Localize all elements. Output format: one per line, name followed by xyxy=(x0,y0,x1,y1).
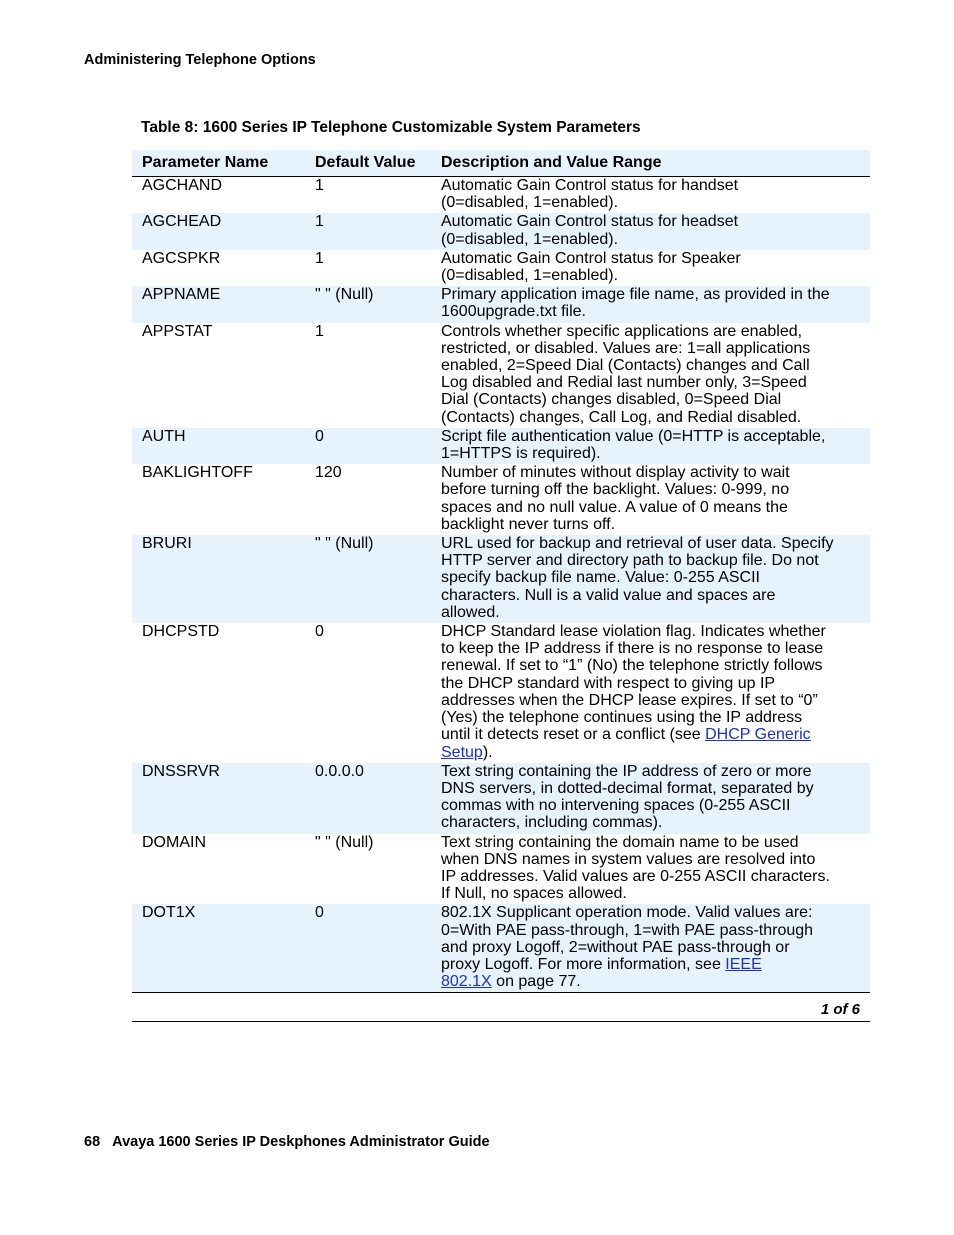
description-cell xyxy=(431,763,870,834)
parameter-name-cell: AGCHAND xyxy=(142,177,223,194)
table-row xyxy=(132,763,870,834)
default-value-cell: 0 xyxy=(305,428,431,464)
description-line: commas with no intervening spaces (0-255 ASCII xyxy=(441,797,791,815)
description-line: Script file authentication value (0=HTTP is acceptable, xyxy=(441,427,826,445)
default-value-cell: 0 xyxy=(305,904,431,993)
table-row xyxy=(132,623,870,763)
description-line: to keep the IP address if there is no response to lease xyxy=(441,640,824,658)
description-cell xyxy=(431,904,870,993)
parameters-table xyxy=(132,150,870,993)
cross-reference-link[interactable]: Setup xyxy=(441,743,483,761)
description-line: Text string containing the domain name to be used xyxy=(441,833,799,851)
description-line: backlight never turns off. xyxy=(441,515,616,533)
description-cell xyxy=(431,428,870,464)
description-text: until it detects reset or a conflict (see xyxy=(441,726,706,744)
description-line: Automatic Gain Control status for handset xyxy=(441,177,739,194)
description-line: characters, including commas). xyxy=(441,814,663,832)
description-line: DHCP Standard lease violation flag. Indicates whether xyxy=(441,623,826,641)
description-line: 802.1X Supplicant operation mode. Valid values are: xyxy=(441,904,813,922)
description-line: the DHCP standard with respect to giving up IP xyxy=(441,674,776,692)
description-line: characters. Null is a valid value and spaces are xyxy=(441,586,776,604)
description-line: Primary application image file name, as provided in the xyxy=(441,286,830,304)
description-line: URL used for backup and retrieval of user data. Specify xyxy=(441,535,834,553)
document-title: Avaya 1600 Series IP Deskphones Administrator Guide xyxy=(112,1134,490,1150)
table-row xyxy=(132,834,870,905)
parameter-name-cell: APPNAME xyxy=(132,286,305,322)
description-line: renewal. If set to “1” (No) the telephone strictly follows xyxy=(441,657,823,675)
description-line: enabled, 2=Speed Dial (Contacts) changes and Call xyxy=(441,357,810,375)
description-line: (0=disabled, 1=enabled). xyxy=(441,230,619,248)
table-row xyxy=(132,428,870,464)
table-body xyxy=(132,177,870,993)
default-value-cell: 1 xyxy=(315,322,324,340)
description-line xyxy=(441,744,860,761)
parameter-name-cell: DOMAIN xyxy=(142,833,206,851)
table-row xyxy=(132,323,870,428)
description-line: (0=disabled, 1=enabled). xyxy=(441,267,619,285)
page-footer xyxy=(84,1134,490,1150)
parameter-name-cell: DOT1X xyxy=(132,904,305,993)
description-line: (Yes) the telephone continues using the IP address xyxy=(441,709,803,727)
table-row xyxy=(132,250,870,286)
description-line: IP addresses. Valid values are 0-255 ASCII characters. xyxy=(441,867,830,885)
description-line xyxy=(441,973,860,990)
parameter-name-cell: APPSTAT xyxy=(142,322,213,340)
description-line xyxy=(441,726,860,743)
parameter-name-cell: BRURI xyxy=(132,535,305,623)
description-line: 1=HTTPS is required). xyxy=(441,445,601,463)
table-row xyxy=(132,213,870,249)
default-value-cell: " " (Null) xyxy=(305,535,431,623)
description-line: If Null, no spaces allowed. xyxy=(441,885,627,903)
default-value-cell: 1 xyxy=(315,249,324,267)
description-line: Log disabled and Redial last number only, 3=Speed xyxy=(441,374,807,392)
default-value-cell: 0.0.0.0 xyxy=(305,763,431,834)
running-header: Administering Telephone Options xyxy=(84,52,316,68)
description-cell xyxy=(431,623,870,763)
description-text: ). xyxy=(482,743,493,761)
description-line: (0=disabled, 1=enabled). xyxy=(441,194,619,212)
description-line: DNS servers, in dotted-decimal format, separated by xyxy=(441,779,814,797)
default-value-cell: 1 xyxy=(305,213,431,249)
description-cell xyxy=(431,177,870,214)
table-row xyxy=(132,535,870,623)
parameter-name-cell: AGCSPKR xyxy=(142,249,221,267)
description-cell xyxy=(431,834,870,905)
description-cell xyxy=(431,323,870,428)
description-text: proxy Logoff. For more information, see xyxy=(441,955,726,973)
parameter-name-cell: BAKLIGHTOFF xyxy=(142,464,253,482)
column-header-parameter-name: Parameter Name xyxy=(132,150,305,177)
description-line: HTTP server and directory path to backup file. Do not xyxy=(441,552,819,570)
table-title: Table 8: 1600 Series IP Telephone Customizable System Parameters xyxy=(141,119,641,136)
description-line: allowed. xyxy=(441,603,500,621)
description-line: Text string containing the IP address of zero or more xyxy=(441,762,812,780)
page-number: 68 xyxy=(84,1134,101,1150)
page-count: 1 of 6 xyxy=(820,1001,860,1018)
description-line: when DNS names in system values are resolved into xyxy=(441,850,816,868)
description-text: on page 77. xyxy=(491,973,581,991)
description-cell xyxy=(431,535,870,623)
table-row xyxy=(132,286,870,322)
description-cell xyxy=(431,250,870,286)
default-value-cell: 120 xyxy=(315,464,342,482)
description-line xyxy=(441,956,860,973)
table-header-row xyxy=(132,150,870,177)
table-row xyxy=(132,177,870,214)
description-line: Automatic Gain Control status for headset xyxy=(441,213,739,231)
description-line: Automatic Gain Control status for Speaker xyxy=(441,249,741,267)
parameter-name-cell: AGCHEAD xyxy=(132,213,305,249)
description-cell xyxy=(431,213,870,249)
description-line: Controls whether specific applications are enabled, xyxy=(441,322,803,340)
table-row xyxy=(132,464,870,535)
description-cell xyxy=(431,286,870,322)
column-header-description: Description and Value Range xyxy=(431,150,870,177)
default-value-cell: 0 xyxy=(315,623,324,641)
cross-reference-link[interactable]: 802.1X xyxy=(441,973,492,991)
column-header-default-value: Default Value xyxy=(305,150,431,177)
cross-reference-link[interactable]: DHCP Generic xyxy=(705,726,811,744)
default-value-cell: 1 xyxy=(315,177,324,194)
description-line: addresses when the DHCP lease expires. If set to “0” xyxy=(441,691,818,709)
description-cell xyxy=(431,464,870,535)
description-line: (Contacts) changes, Call Log, and Redial disabled. xyxy=(441,408,802,426)
description-line: and proxy Logoff, 2=without PAE pass-through or xyxy=(441,938,790,956)
description-line: 0=With PAE pass-through, 1=with PAE pass-through xyxy=(441,921,814,939)
description-line: Dial (Contacts) changes disabled, 0=Speed Dial xyxy=(441,391,782,409)
table-pagination xyxy=(132,1000,870,1022)
description-line: restricted, or disabled. Values are: 1=all applications xyxy=(441,339,811,357)
description-line: spaces and no null value. A value of 0 means the xyxy=(441,498,788,516)
description-line: specify backup file name. Value: 0-255 ASCII xyxy=(441,569,760,587)
cross-reference-link[interactable]: IEEE xyxy=(725,955,762,973)
description-line: before turning off the backlight. Values: 0-999, no xyxy=(441,481,790,499)
default-value-cell: " " (Null) xyxy=(315,833,374,851)
table-row xyxy=(132,904,870,993)
parameter-name-cell: DHCPSTD xyxy=(142,623,220,641)
default-value-cell: " " (Null) xyxy=(305,286,431,322)
parameter-name-cell: AUTH xyxy=(132,428,305,464)
description-line: 1600upgrade.txt file. xyxy=(441,303,586,321)
parameter-name-cell: DNSSRVR xyxy=(132,763,305,834)
description-line: Number of minutes without display activity to wait xyxy=(441,464,790,482)
